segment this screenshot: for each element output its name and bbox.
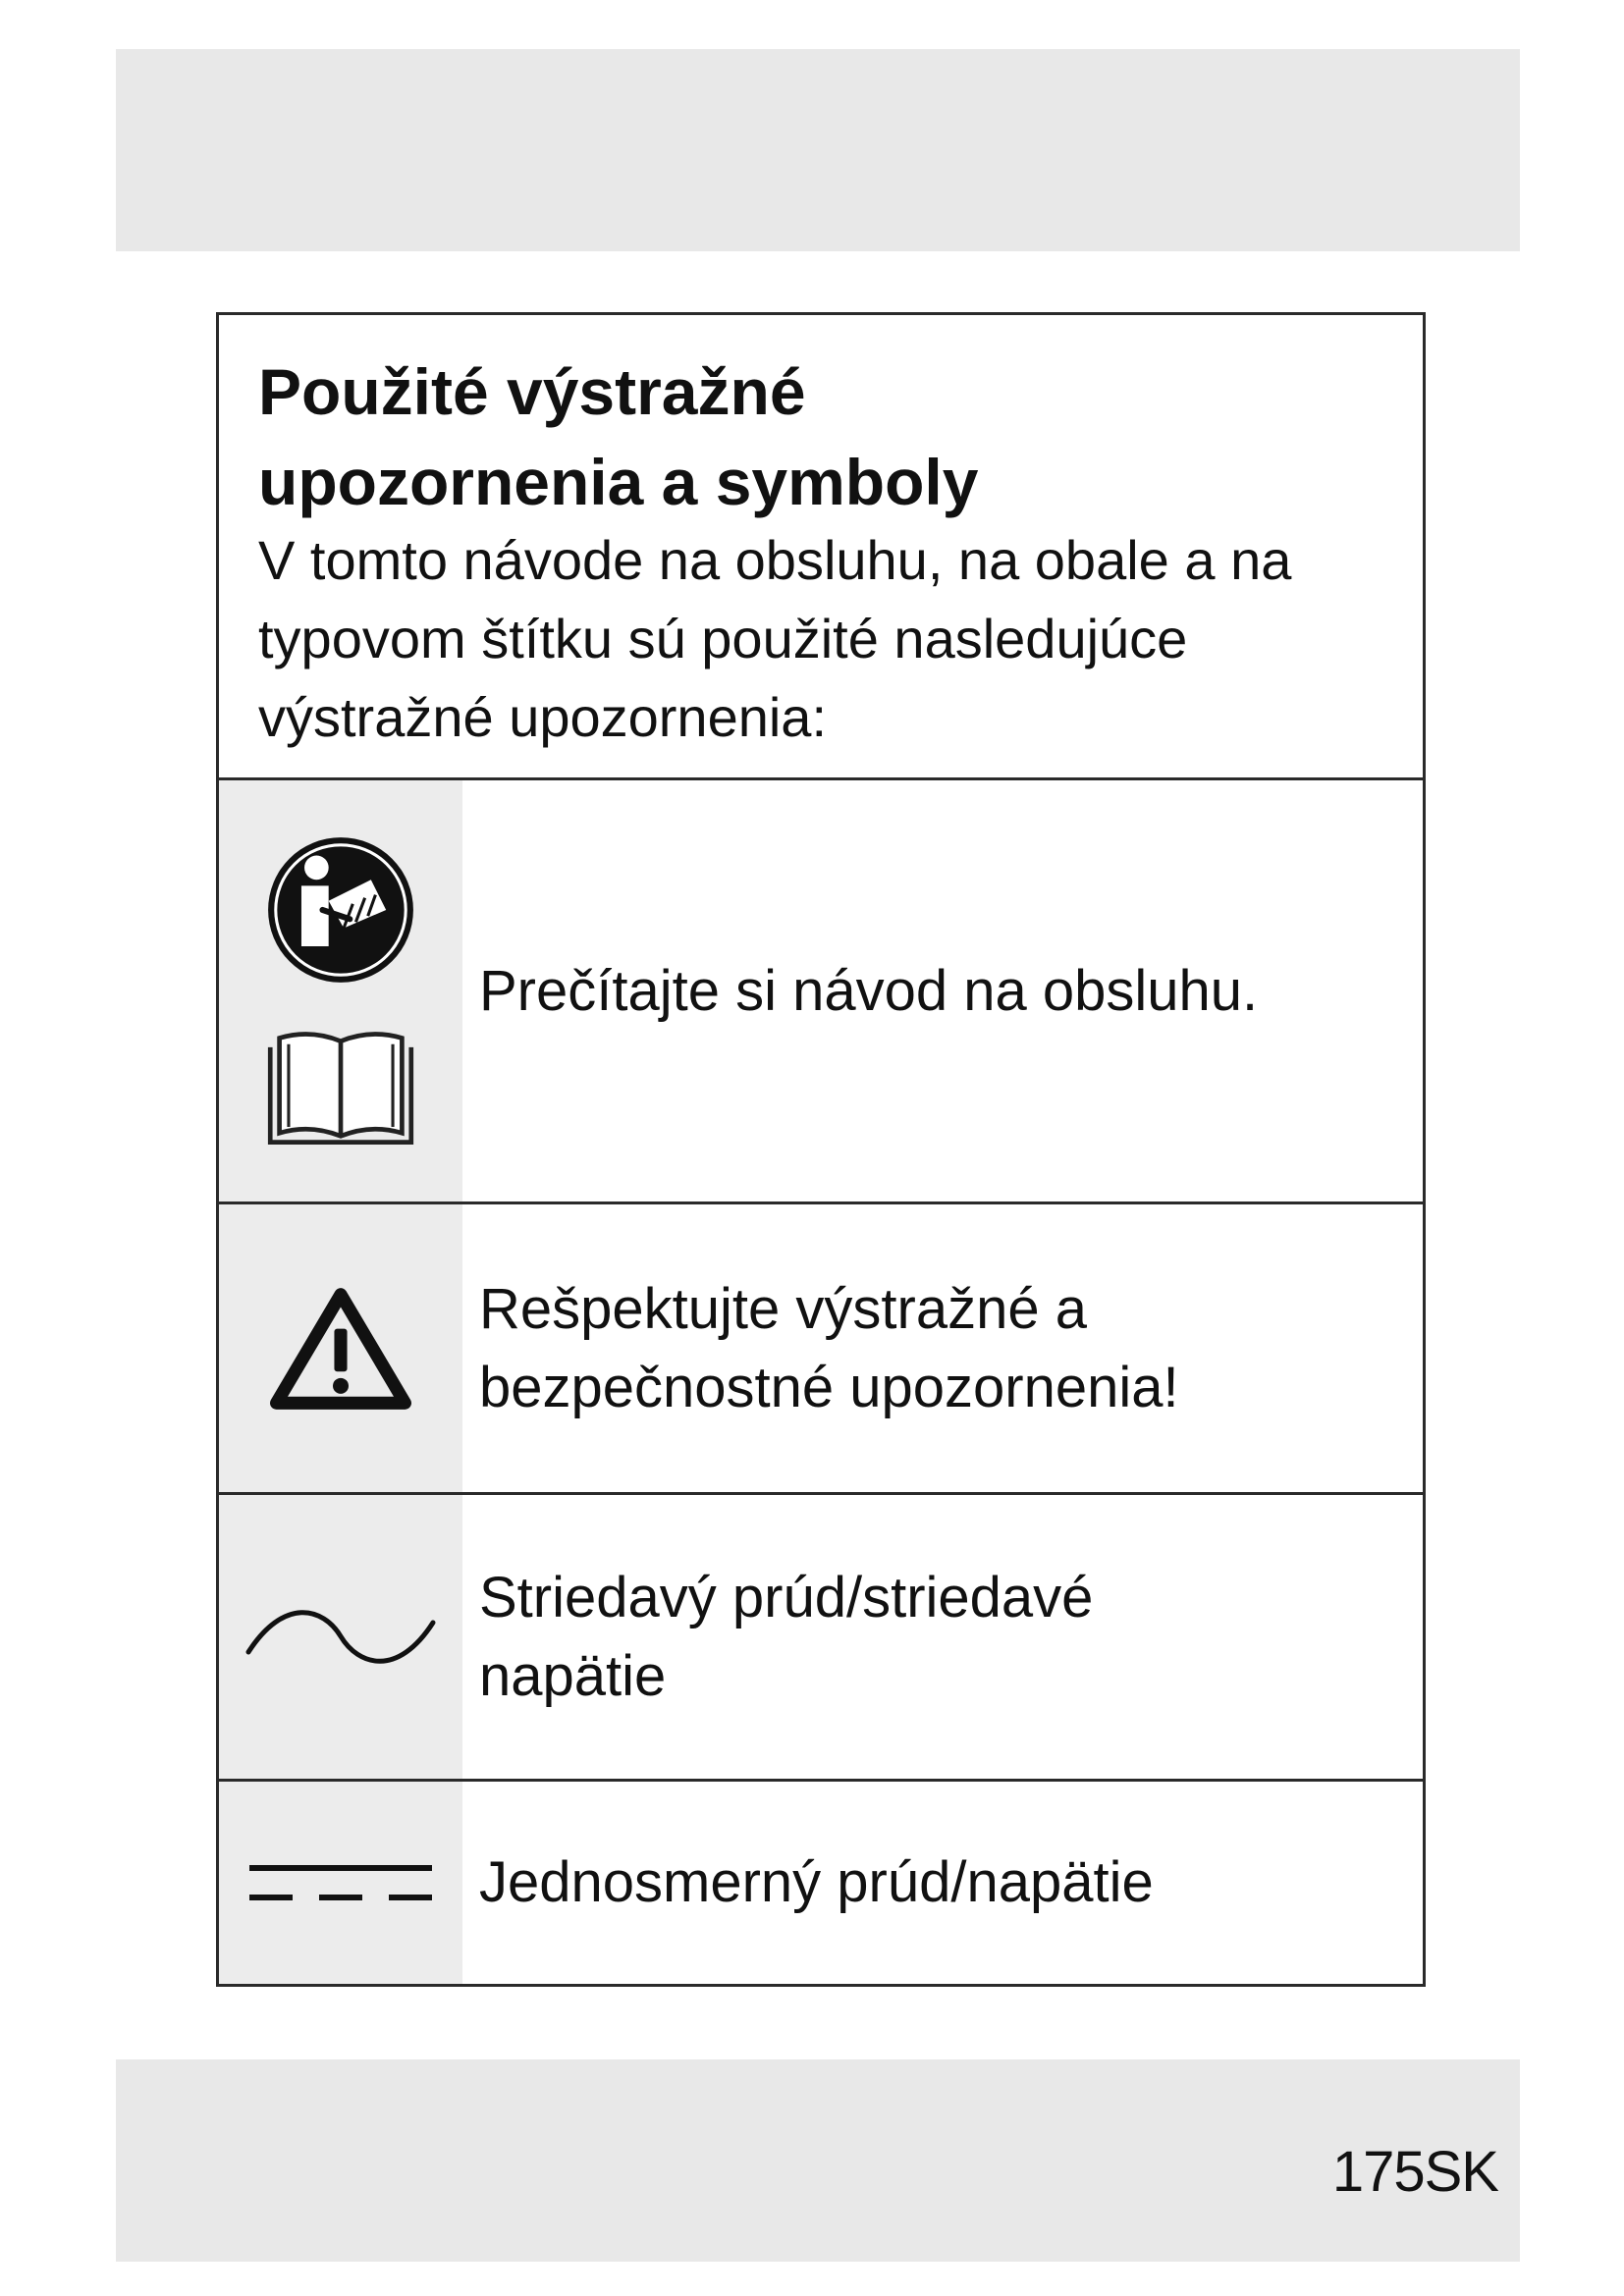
symbol-cell: [219, 1495, 462, 1779]
symbol-description: Rešpektujte výstražné a bezpečnostné upozornenia!: [479, 1276, 1179, 1419]
page-number: 175SK: [1331, 2140, 1498, 2204]
symbol-row-ac: [219, 1495, 1423, 1782]
symbol-cell: [219, 1782, 462, 1984]
symbol-description: Striedavý prúd/striedavé napätie: [479, 1565, 1094, 1708]
symbol-description: Jednosmerný prúd/napätie: [479, 1850, 1154, 1914]
symbol-row-dc: [219, 1782, 1423, 1984]
alternating-current-icon: [244, 1603, 437, 1672]
warning-symbols-panel: [216, 312, 1426, 1987]
direct-current-icon: [247, 1859, 434, 1906]
panel-header: [219, 315, 1423, 780]
symbol-cell: [219, 780, 462, 1201]
open-book-icon: [264, 1029, 417, 1148]
warning-triangle-icon: [269, 1286, 412, 1412]
panel-title: Použité výstražné upozornenia a symboly: [258, 355, 979, 518]
read-manual-pictogram-icon: [265, 834, 416, 986]
header-band: [116, 49, 1520, 251]
symbol-row-warning: [219, 1204, 1423, 1495]
symbol-row-read-manual: [219, 780, 1423, 1204]
symbol-cell: [219, 1204, 462, 1492]
panel-intro: V tomto návode na obsluhu, na obale a na typovom štítku sú použité nasledujúce výstražné upozornenia:: [258, 529, 1292, 748]
symbol-description: Prečítajte si návod na obsluhu.: [479, 958, 1259, 1023]
footer-band: [116, 2059, 1520, 2262]
